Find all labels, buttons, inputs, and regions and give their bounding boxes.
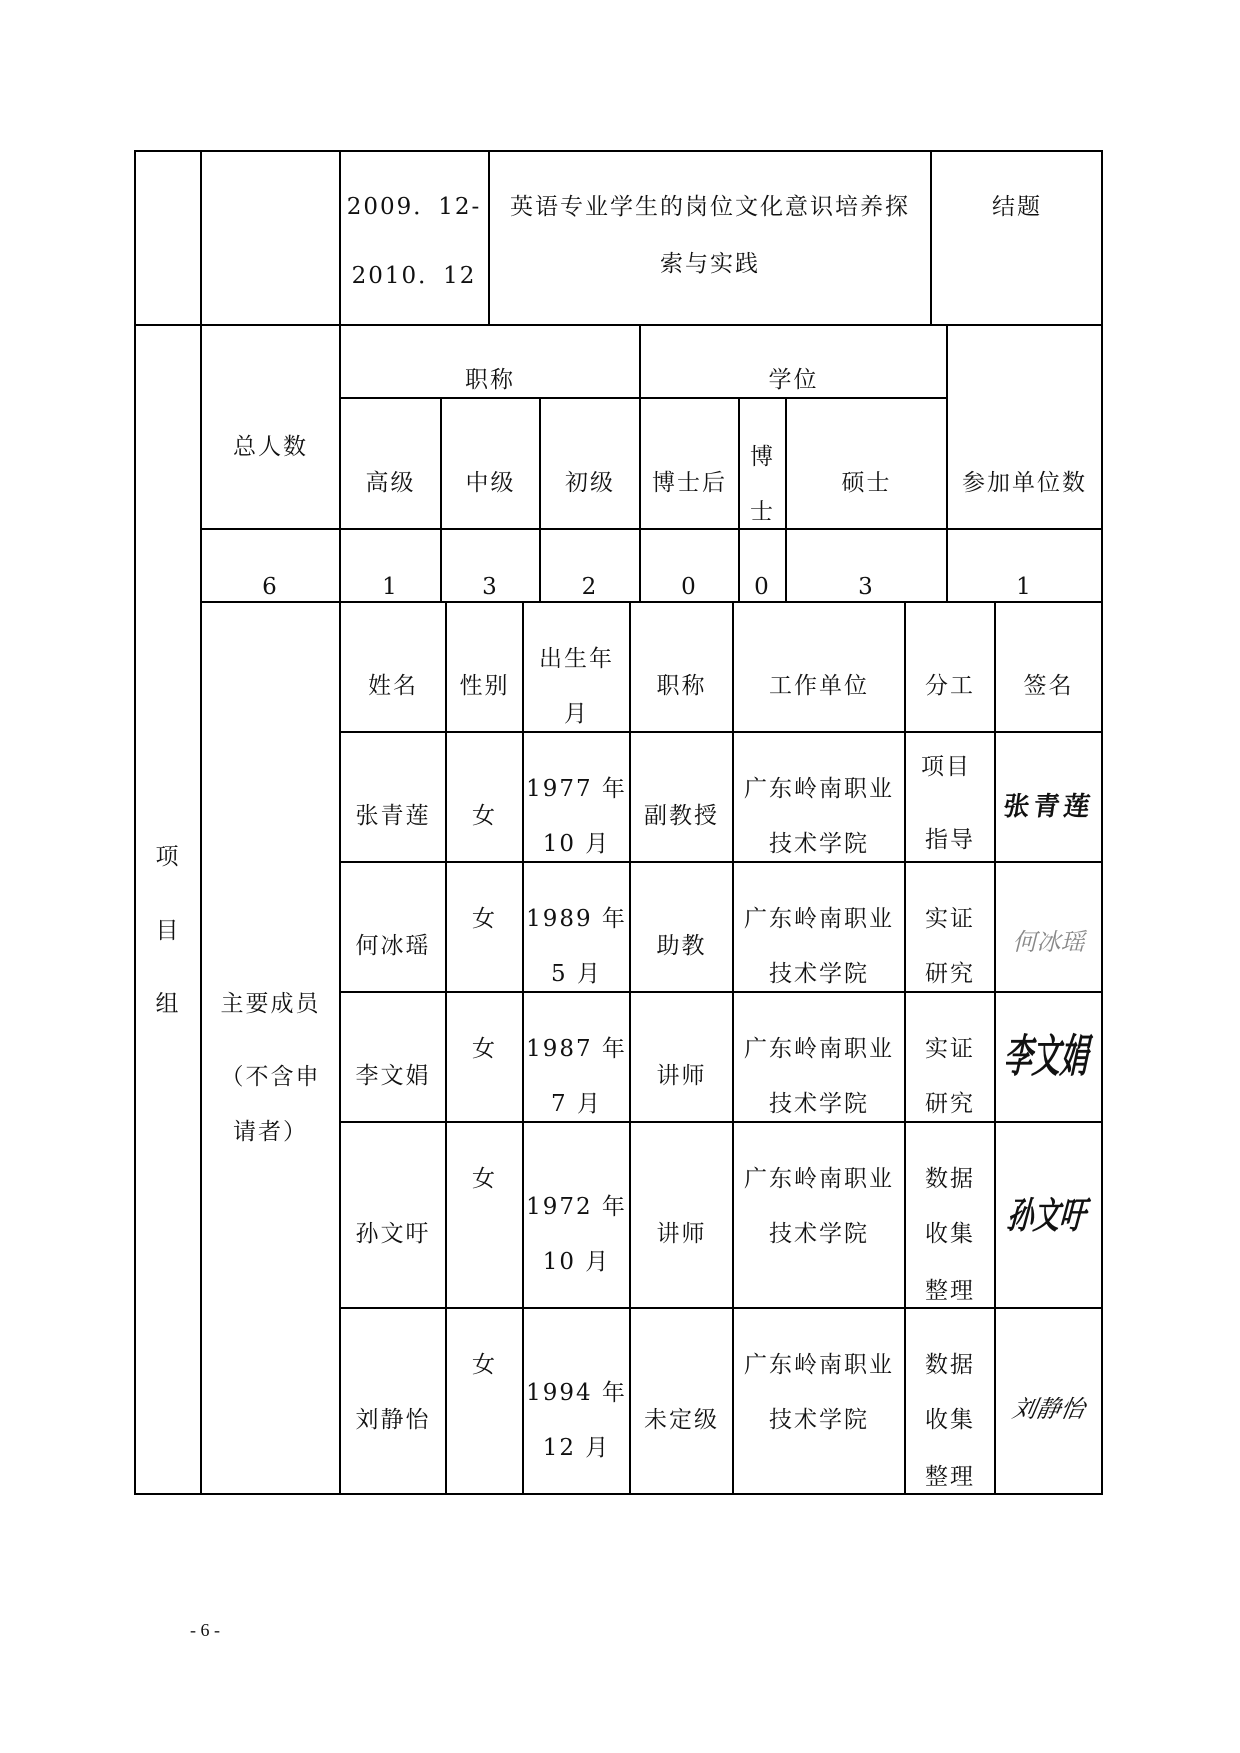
- postdoc-header: 博士后: [652, 470, 727, 496]
- member-signature: 何冰瑶: [1012, 928, 1085, 956]
- total-label: 总人数: [233, 434, 308, 460]
- member-role-line2: 研究: [925, 1091, 975, 1117]
- member-title: 未定级: [644, 1407, 719, 1433]
- rule: [201, 528, 1103, 530]
- rule: [1101, 150, 1103, 1495]
- member-birth-month: 10 月: [542, 1249, 611, 1275]
- rule: [135, 1493, 1103, 1495]
- member-birth-year: 1987 年: [526, 1036, 627, 1062]
- member-signature: 李文娟: [1001, 1029, 1097, 1083]
- member-signature: 刘静怡: [1010, 1395, 1087, 1423]
- rule: [488, 150, 490, 326]
- degree-group-header: 学位: [768, 367, 819, 393]
- member-gender: 女: [472, 1352, 497, 1378]
- member-birth-year: 1977 年: [526, 776, 627, 802]
- member-employer-line1: 广东岭南职业: [744, 1166, 894, 1192]
- phd-header-line1: 博: [750, 444, 775, 470]
- rule: [134, 150, 136, 1495]
- project-status: 结题: [992, 194, 1042, 220]
- count-junior: 2: [581, 574, 599, 600]
- member-title: 讲师: [656, 1221, 707, 1247]
- header-title: 职称: [656, 673, 707, 699]
- count-total: 6: [262, 574, 279, 600]
- section-label-1: 项: [155, 844, 181, 870]
- member-employer-line1: 广东岭南职业: [744, 1036, 894, 1062]
- member-title: 助教: [656, 933, 707, 959]
- member-title: 副教授: [644, 803, 719, 829]
- rule: [930, 150, 932, 326]
- member-role-line1: 项目: [921, 754, 971, 780]
- rule: [946, 324, 948, 603]
- rule: [629, 601, 631, 1495]
- rule: [135, 324, 1103, 326]
- header-signature: 签名: [1023, 673, 1074, 699]
- member-name: 张青莲: [355, 803, 431, 829]
- member-employer-line2: 技术学院: [769, 961, 869, 987]
- member-birth-year: 1994 年: [526, 1380, 627, 1406]
- member-role-line2: 收集: [925, 1407, 975, 1433]
- header-gender: 性别: [459, 673, 510, 699]
- page-number: - 6 -: [190, 1620, 220, 1640]
- header-name: 姓名: [368, 673, 418, 699]
- member-role-line3: 整理: [925, 1278, 975, 1304]
- count-senior: 1: [382, 574, 399, 600]
- member-role-line1: 实证: [925, 906, 975, 932]
- section-label-2: 目: [155, 918, 181, 944]
- header-employer: 工作单位: [769, 673, 869, 699]
- section-label-3: 组: [155, 991, 181, 1017]
- member-birth-month: 10 月: [542, 831, 611, 857]
- rule: [340, 1307, 1103, 1309]
- units-header: 参加单位数: [962, 470, 1087, 496]
- members-label-line2: （不含申: [220, 1064, 321, 1090]
- member-employer-line2: 技术学院: [769, 1221, 869, 1247]
- rule: [135, 150, 1103, 152]
- member-gender: 女: [472, 803, 497, 829]
- members-label-line3: 请者）: [233, 1119, 308, 1145]
- member-role-line3: 整理: [925, 1464, 975, 1490]
- member-role-line2: 指导: [925, 827, 975, 853]
- member-name: 刘静怡: [355, 1407, 431, 1433]
- count-phd: 0: [754, 574, 771, 600]
- member-employer-line2: 技术学院: [769, 831, 869, 857]
- member-birth-month: 5 月: [551, 961, 602, 987]
- middle-header: 中级: [465, 470, 516, 496]
- period-start: 2009．12-: [346, 194, 482, 220]
- header-birth-line1: 出生年: [539, 646, 614, 672]
- member-name: 何冰瑶: [355, 933, 431, 959]
- member-birth-month: 7 月: [551, 1091, 602, 1117]
- member-name: 李文娟: [355, 1063, 431, 1089]
- project-title-line1: 英语专业学生的岗位文化意识培养探: [510, 194, 910, 220]
- junior-header: 初级: [565, 470, 615, 496]
- period-end: 2010．12: [351, 263, 477, 289]
- rule: [340, 731, 1103, 733]
- member-role-line1: 实证: [925, 1036, 975, 1062]
- member-birth-year: 1989 年: [526, 906, 627, 932]
- rule: [340, 991, 1103, 993]
- member-gender: 女: [472, 1036, 497, 1062]
- rule: [994, 601, 996, 1495]
- member-role-line2: 研究: [925, 961, 975, 987]
- count-postdoc: 0: [681, 574, 698, 600]
- project-title-line2: 索与实践: [660, 251, 760, 277]
- member-role-line1: 数据: [925, 1352, 975, 1378]
- phd-header-line2: 士: [750, 499, 775, 525]
- member-role-line1: 数据: [925, 1166, 975, 1192]
- member-signature: 张青莲: [1001, 792, 1096, 822]
- rule: [340, 1121, 1103, 1123]
- header-birth-line2: 月: [564, 701, 589, 727]
- master-header: 硕士: [841, 470, 892, 496]
- member-gender: 女: [472, 906, 497, 932]
- rule: [340, 861, 1103, 863]
- member-employer-line2: 技术学院: [769, 1407, 869, 1433]
- count-units: 1: [1016, 574, 1033, 600]
- member-employer-line2: 技术学院: [769, 1091, 869, 1117]
- rule: [200, 150, 202, 1495]
- member-birth-month: 12 月: [542, 1435, 611, 1461]
- member-title: 讲师: [656, 1063, 707, 1089]
- header-role: 分工: [925, 673, 975, 699]
- member-employer-line1: 广东岭南职业: [744, 1352, 894, 1378]
- title-group-header: 职称: [465, 367, 515, 393]
- member-employer-line1: 广东岭南职业: [744, 906, 894, 932]
- member-signature: 孙文吁: [1003, 1196, 1094, 1238]
- member-role-line2: 收集: [925, 1221, 975, 1247]
- senior-header: 高级: [365, 470, 416, 496]
- member-gender: 女: [472, 1166, 497, 1192]
- count-master: 3: [858, 574, 875, 600]
- rule: [201, 601, 1103, 603]
- member-name: 孙文吁: [355, 1221, 431, 1247]
- count-middle: 3: [482, 574, 499, 600]
- members-label-line1: 主要成员: [220, 991, 321, 1017]
- member-employer-line1: 广东岭南职业: [744, 776, 894, 802]
- member-birth-year: 1972 年: [526, 1194, 627, 1220]
- rule: [340, 397, 948, 399]
